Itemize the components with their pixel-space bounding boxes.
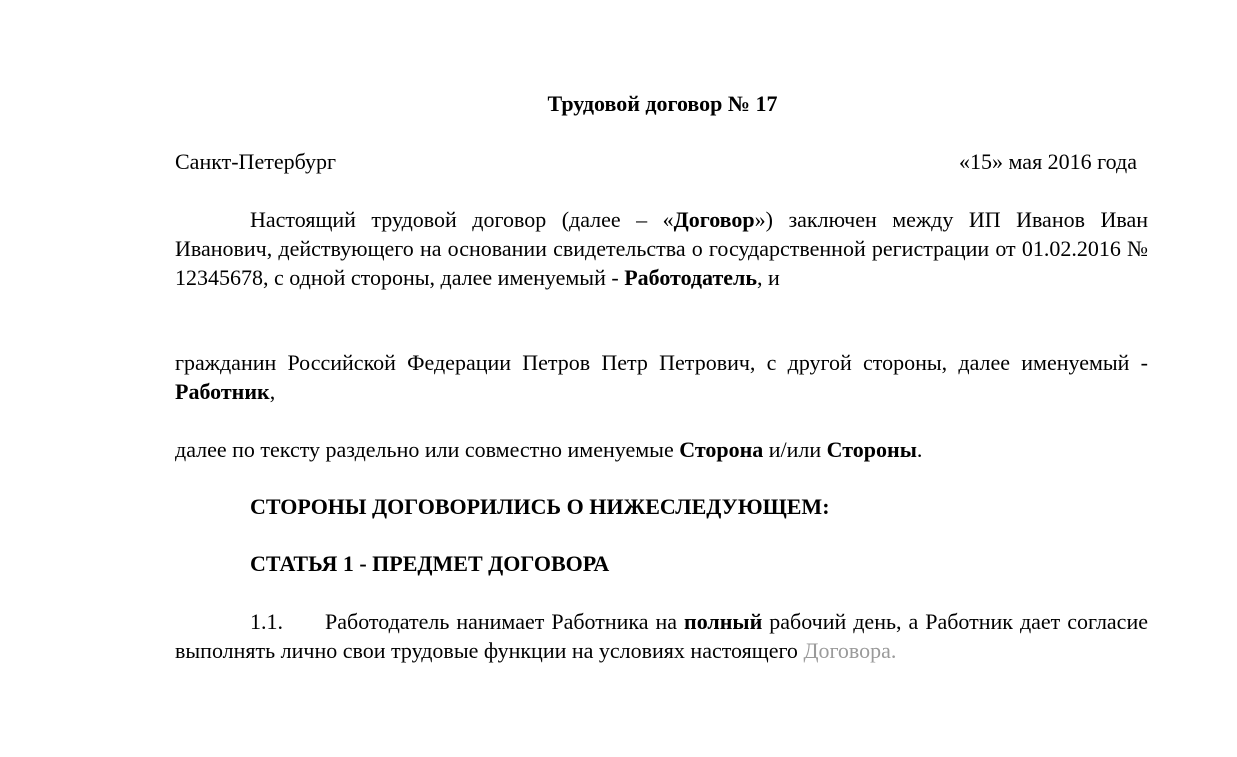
- p2-bold-employee: Работник: [175, 379, 270, 404]
- clause-text-2: рабочий день, а Работник дает согласие выполнять лично свои трудовые функции на условиях настоящего: [175, 609, 1148, 663]
- p3-bold-party: Сторона: [679, 437, 764, 462]
- p1-bold-contract: Договор: [673, 207, 755, 232]
- clause-1-1: [175, 607, 1148, 665]
- p1-text-3: , и: [757, 265, 780, 290]
- clause-text-3: Договора.: [803, 638, 897, 663]
- p3-text-1: далее по тексту раздельно или совместно именуемые: [175, 437, 680, 462]
- p1-bold-employer: Работодатель: [624, 265, 758, 290]
- clause-text-1: Работодатель нанимает Работника на: [325, 609, 685, 634]
- p1-text-1: Настоящий трудовой договор (далее – «: [250, 207, 674, 232]
- clause-bold-full: полный: [684, 609, 763, 634]
- document-title: Трудовой договор № 17: [547, 91, 778, 116]
- contract-city: Санкт-Петербург: [175, 149, 336, 174]
- section-heading-article-1: СТАТЬЯ 1 - ПРЕДМЕТ ДОГОВОРА: [250, 551, 610, 576]
- paragraph-parties-employer: [175, 205, 1148, 292]
- clause-number: 1.1.: [250, 609, 283, 634]
- p2-text-2: ,: [269, 379, 276, 404]
- p3-text-3: .: [916, 437, 923, 462]
- p3-text-2: и/или: [763, 437, 827, 462]
- paragraph-parties-definition: [175, 435, 1148, 464]
- contract-date: «15» мая 2016 года: [959, 149, 1137, 174]
- paragraph-parties-employee: [175, 348, 1148, 406]
- p1-text-2: ») заключен между ИП Иванов Иван Иванович, действующего на основании свидетельства о государственной регистрации от 01.02.2016 № 12345678, с одной стороны, далее именуемый -: [175, 207, 1148, 290]
- p3-bold-parties: Стороны: [826, 437, 917, 462]
- section-heading-agreement: СТОРОНЫ ДОГОВОРИЛИСЬ О НИЖЕСЛЕДУЮЩЕМ:: [250, 494, 830, 519]
- p2-text-1: гражданин Российской Федерации Петров Петр Петрович, с другой стороны, далее именуемый -: [175, 350, 1148, 375]
